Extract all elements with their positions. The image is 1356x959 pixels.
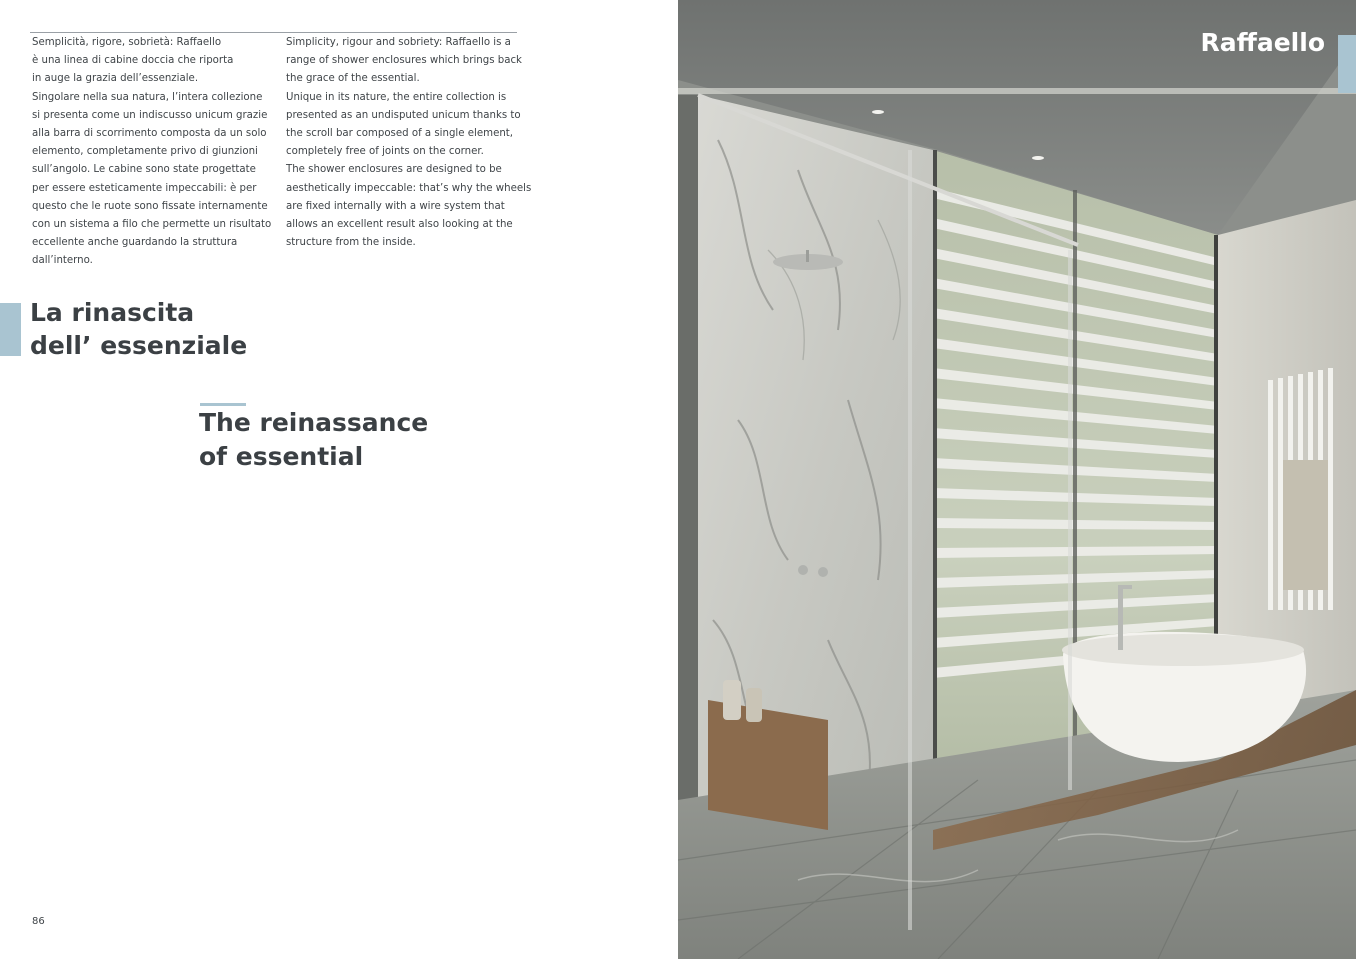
intro-en-line: the scroll bar composed of a single element, xyxy=(286,128,514,140)
intro-it-line: sull’angolo. Le cabine sono state progettate xyxy=(32,164,256,176)
intro-it-line: si presenta come un indiscusso unicum grazie xyxy=(32,109,268,121)
intro-en-line: are fixed internally with a wire system that xyxy=(286,200,505,212)
intro-en-line: completely free of joints on the corner. xyxy=(286,146,484,158)
heading-it-line-2: dell’ essenziale xyxy=(30,331,248,360)
intro-it-line: con un sistema a filo che permette un risultato xyxy=(32,219,272,231)
bathroom-photo xyxy=(678,0,1356,959)
intro-it-line: dall’interno. xyxy=(32,255,93,267)
intro-text-english xyxy=(286,34,532,252)
intro-it-line: alla barra di scorrimento composta da un solo xyxy=(32,128,267,140)
bathroom-illustration xyxy=(678,0,1356,959)
intro-en-line: Simplicity, rigour and sobriety: Raffaello is a xyxy=(286,37,511,48)
intro-it-line: Semplicità, rigore, sobrietà: Raffaello xyxy=(32,37,222,48)
intro-en-line: aesthetically impeccable: that’s why the wheels xyxy=(286,182,532,194)
intro-en-line: presented as an undisputed unicum thanks to xyxy=(286,109,521,121)
intro-it-line: è una linea di cabine doccia che riporta xyxy=(32,55,234,67)
accent-bar-right xyxy=(1338,35,1356,93)
intro-en-line: range of shower enclosures which brings back xyxy=(286,55,522,67)
intro-it-line: elemento, completamente privo di giunzioni xyxy=(32,146,258,158)
intro-en-line: The shower enclosures are designed to be xyxy=(286,164,502,176)
top-divider xyxy=(30,32,517,33)
heading-english xyxy=(199,406,428,474)
intro-it-line: in auge la grazia dell’essenziale. xyxy=(32,73,199,85)
intro-en-line: the grace of the essential. xyxy=(286,73,420,85)
intro-it-line: eccellente anche guardando la struttura xyxy=(32,237,238,249)
heading-it-line-1: La rinascita xyxy=(30,298,195,327)
intro-en-line: structure from the inside. xyxy=(286,237,416,249)
intro-it-line: per essere esteticamente impeccabili: è per xyxy=(32,182,257,194)
heading-italian xyxy=(30,296,247,362)
brand-title: Raffaello xyxy=(1200,28,1325,57)
intro-text-italian xyxy=(32,34,272,271)
intro-en-line: allows an excellent result also looking at the xyxy=(286,219,513,231)
heading-en-line-1: The reinassance xyxy=(199,408,429,437)
intro-en-line: Unique in its nature, the entire collection is xyxy=(286,91,507,103)
intro-it-line: questo che le ruote sono fissate internamente xyxy=(32,200,268,212)
accent-bar-left xyxy=(0,303,21,356)
page-number: 86 xyxy=(32,916,45,927)
heading-en-line-2: of essential xyxy=(199,442,364,471)
intro-it-line: Singolare nella sua natura, l’intera collezione xyxy=(32,91,263,103)
